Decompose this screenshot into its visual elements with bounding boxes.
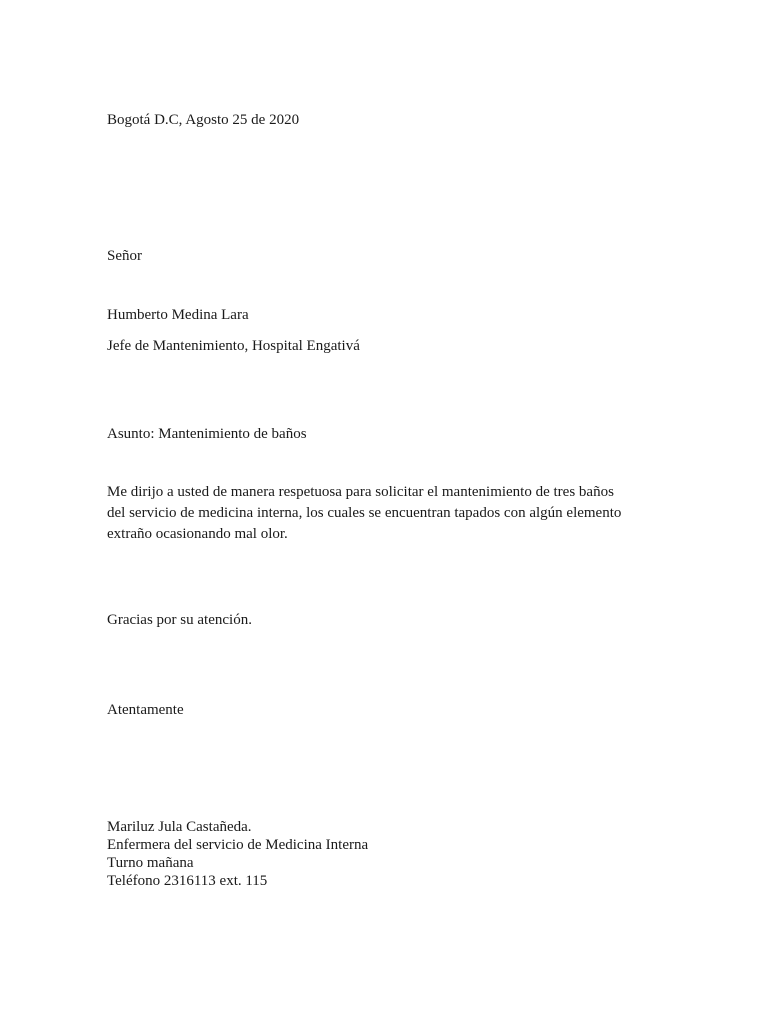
body-line: extraño ocasionando mal olor. <box>107 526 288 542</box>
closing-line: Atentamente <box>107 702 184 718</box>
signature-block <box>107 818 368 890</box>
signer-name: Mariluz Jula Castañeda. <box>107 819 252 835</box>
recipient-title: Jefe de Mantenimiento, Hospital Engativá <box>107 338 360 354</box>
body-paragraph <box>107 482 652 545</box>
letter-date: Bogotá D.C, Agosto 25 de 2020 <box>107 112 300 128</box>
signer-role: Enfermera del servicio de Medicina Interna <box>107 837 369 853</box>
salutation: Señor <box>107 248 142 264</box>
body-line: del servicio de medicina interna, los cuales se encuentran tapados con algún elemento <box>107 505 622 521</box>
thanks-line: Gracias por su atención. <box>107 612 252 628</box>
body-line: Me dirijo a usted de manera respetuosa para solicitar el mantenimiento de tres baños <box>107 484 614 500</box>
signer-phone: Teléfono 2316113 ext. 115 <box>107 873 268 889</box>
recipient-name: Humberto Medina Lara <box>107 307 249 323</box>
subject-line: Asunto: Mantenimiento de baños <box>107 426 307 442</box>
signer-shift: Turno mañana <box>107 855 194 871</box>
